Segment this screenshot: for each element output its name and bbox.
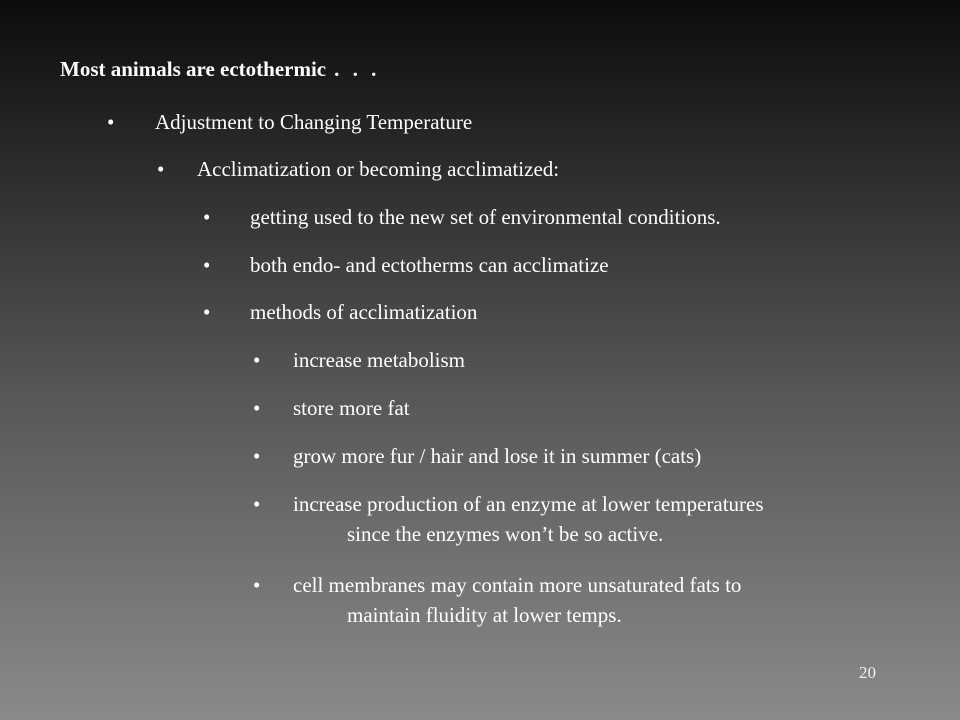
- bullet-text-continuation: since the enzymes won’t be so active.: [347, 522, 664, 546]
- bullet-icon: •: [253, 573, 261, 597]
- bullet-text: both endo- and ectotherms can acclimatize: [250, 253, 609, 277]
- bullet-item-level4: [253, 489, 764, 549]
- bullet-text: increase metabolism: [293, 348, 466, 372]
- bullet-item-level3: [203, 297, 477, 327]
- bullet-item-level3: [203, 250, 609, 280]
- bullet-text: store more fat: [293, 396, 410, 420]
- bullet-text: Acclimatization or becoming acclimatized:: [197, 157, 560, 181]
- bullet-text: cell membranes may contain more unsaturated fats to: [293, 573, 742, 597]
- bullet-text: grow more fur / hair and lose it in summer (cats): [293, 444, 702, 468]
- bullet-text-continuation: maintain fluidity at lower temps.: [347, 603, 622, 627]
- bullet-text: methods of acclimatization: [250, 300, 478, 324]
- bullet-icon: •: [203, 300, 211, 324]
- slide-title-ellipsis: . . .: [334, 57, 381, 81]
- bullet-icon: •: [253, 348, 261, 372]
- bullet-item-level3: [203, 202, 721, 232]
- bullet-text: Adjustment to Changing Temperature: [155, 110, 473, 134]
- bullet-icon: •: [107, 110, 115, 134]
- bullet-text: increase production of an enzyme at lower temperatures: [293, 492, 764, 516]
- bullet-icon: •: [157, 157, 165, 181]
- bullet-item-level2: [157, 154, 559, 184]
- page-number: 20: [859, 663, 876, 682]
- slide-title: [60, 57, 380, 82]
- bullet-text: getting used to the new set of environmental conditions.: [250, 205, 721, 229]
- bullet-item-level4: [253, 441, 701, 471]
- bullet-icon: •: [253, 492, 261, 516]
- slide-title-text: Most animals are ectothermic: [60, 57, 327, 81]
- bullet-item-level1: [107, 107, 472, 137]
- bullet-icon: •: [203, 205, 211, 229]
- bullet-item-level4: [253, 345, 465, 375]
- bullet-icon: •: [203, 253, 211, 277]
- bullet-item-level4: [253, 393, 410, 423]
- bullet-item-level4: [253, 570, 741, 630]
- bullet-icon: •: [253, 444, 261, 468]
- bullet-icon: •: [253, 396, 261, 420]
